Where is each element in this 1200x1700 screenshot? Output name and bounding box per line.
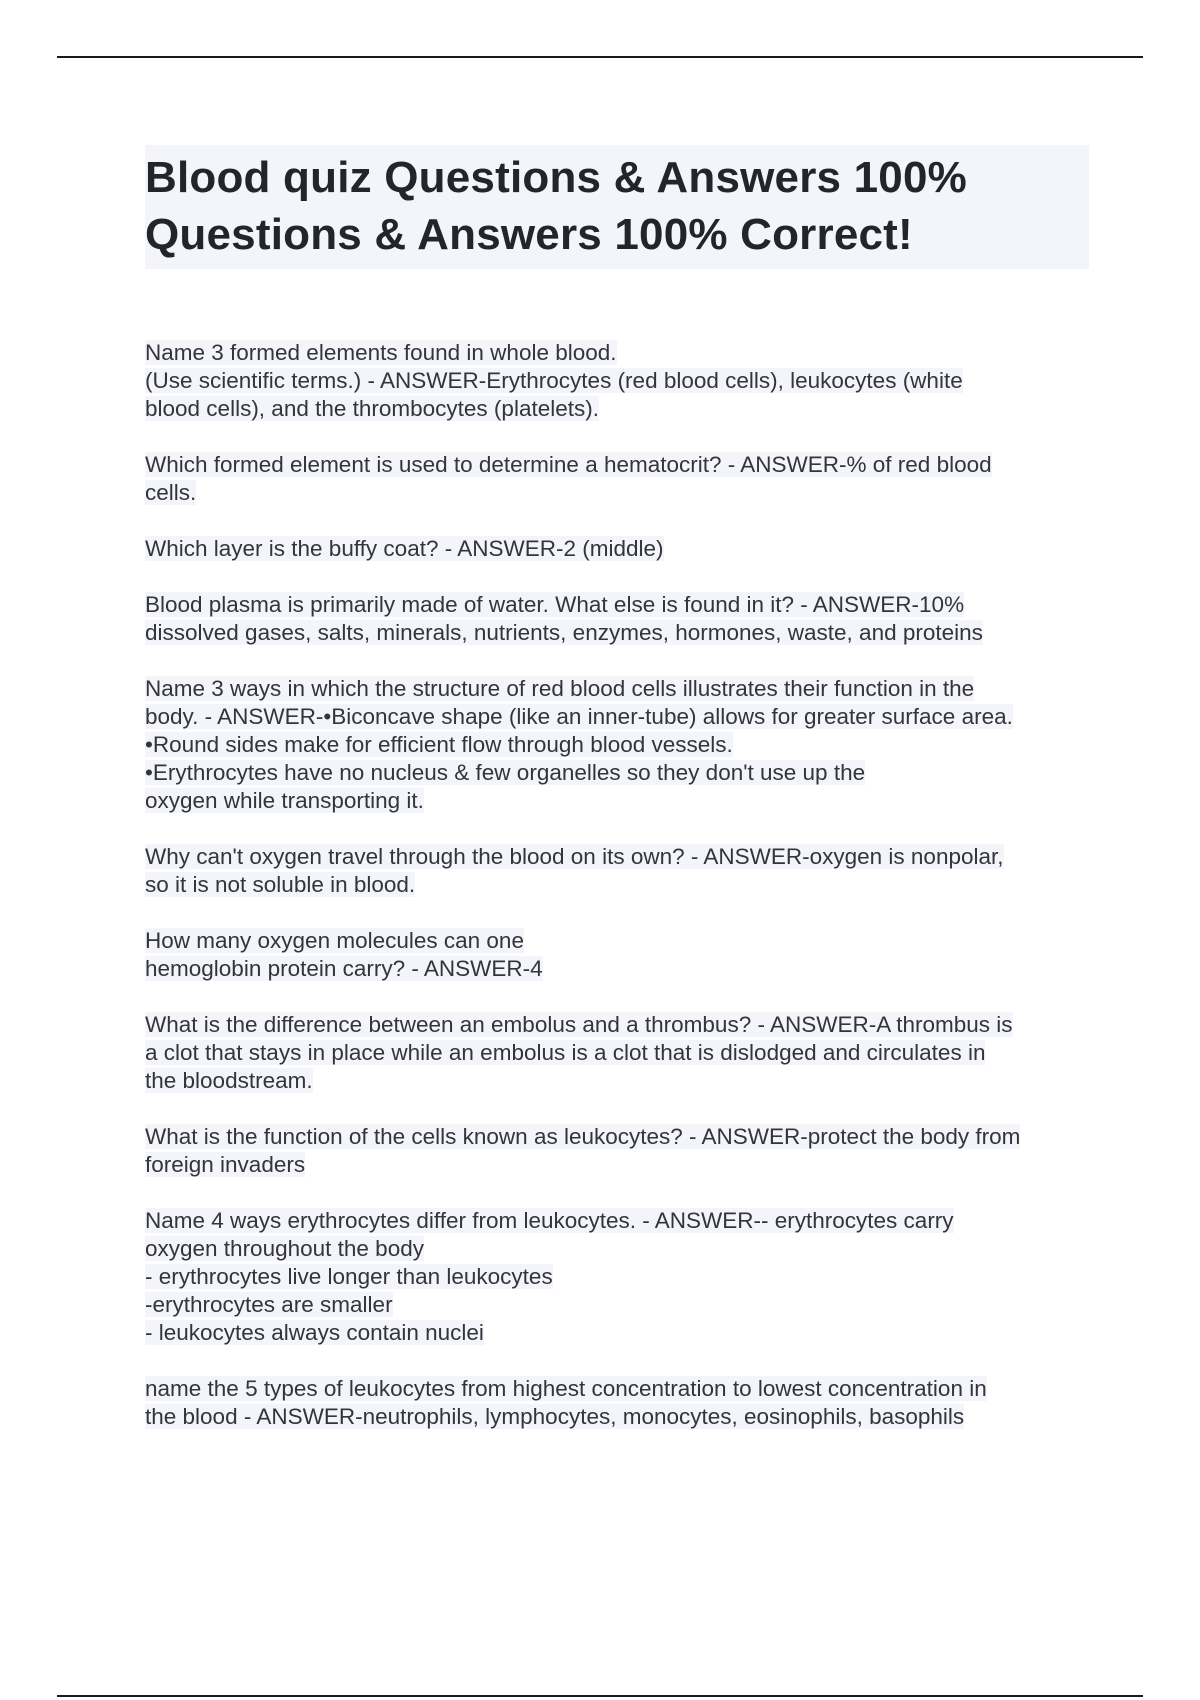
title-line-2: Questions & Answers 100% Correct! <box>145 210 913 259</box>
qa-line: Name 4 ways erythrocytes differ from leukocytes. - ANSWER-- erythrocytes carry <box>145 1208 954 1233</box>
qa-line: Why can't oxygen travel through the blood on its own? - ANSWER-oxygen is nonpolar, <box>145 844 1004 869</box>
qa-item <box>145 675 1090 815</box>
qa-item <box>145 339 1090 423</box>
qa-line: cells. <box>145 480 197 505</box>
qa-item <box>145 451 1090 507</box>
qa-item <box>145 1011 1090 1095</box>
qa-line: the bloodstream. <box>145 1068 313 1093</box>
qa-line: the blood - ANSWER-neutrophils, lymphocytes, monocytes, eosinophils, basophils <box>145 1404 965 1429</box>
qa-line: dissolved gases, salts, minerals, nutrients, enzymes, hormones, waste, and proteins <box>145 620 983 645</box>
title-line-1: Blood quiz Questions & Answers 100% <box>145 153 967 202</box>
qa-line: oxygen while transporting it. <box>145 788 424 813</box>
qa-line: body. - ANSWER-•Biconcave shape (like an inner-tube) allows for greater surface area. <box>145 704 1013 729</box>
qa-line: so it is not soluble in blood. <box>145 872 416 897</box>
qa-line: Name 3 formed elements found in whole blood. <box>145 340 617 365</box>
qa-line: foreign invaders <box>145 1152 306 1177</box>
qa-line: •Round sides make for efficient flow through blood vessels. <box>145 732 733 757</box>
qa-item <box>145 843 1090 899</box>
qa-item <box>145 1375 1090 1431</box>
qa-item <box>145 1207 1090 1347</box>
qa-line: hemoglobin protein carry? - ANSWER-4 <box>145 956 543 981</box>
qa-line: a clot that stays in place while an embolus is a clot that is dislodged and circulates in <box>145 1040 986 1065</box>
qa-item <box>145 535 1090 563</box>
qa-line: What is the difference between an embolus and a thrombus? - ANSWER-A thrombus is <box>145 1012 1013 1037</box>
page-title <box>145 149 1089 263</box>
qa-list <box>145 339 1090 1459</box>
qa-line: - leukocytes always contain nuclei <box>145 1320 484 1345</box>
qa-line: -erythrocytes are smaller <box>145 1292 393 1317</box>
qa-line: blood cells), and the thrombocytes (platelets). <box>145 396 599 421</box>
qa-line: How many oxygen molecules can one <box>145 928 524 953</box>
qa-line: •Erythrocytes have no nucleus & few organelles so they don't use up the <box>145 760 866 785</box>
qa-line: Name 3 ways in which the structure of red blood cells illustrates their function in the <box>145 676 975 701</box>
qa-line: oxygen throughout the body <box>145 1236 424 1261</box>
qa-line: name the 5 types of leukocytes from highest concentration to lowest concentration in <box>145 1376 987 1401</box>
qa-line: Blood plasma is primarily made of water. What else is found in it? - ANSWER-10% <box>145 592 965 617</box>
bottom-rule <box>57 1695 1143 1697</box>
qa-line: What is the function of the cells known as leukocytes? - ANSWER-protect the body from <box>145 1124 1021 1149</box>
qa-line: (Use scientific terms.) - ANSWER-Erythrocytes (red blood cells), leukocytes (white <box>145 368 963 393</box>
qa-line: - erythrocytes live longer than leukocytes <box>145 1264 553 1289</box>
qa-item <box>145 1123 1090 1179</box>
qa-line: Which formed element is used to determine a hematocrit? - ANSWER-% of red blood <box>145 452 992 477</box>
top-rule <box>57 56 1143 58</box>
qa-item <box>145 927 1090 983</box>
title-block <box>145 145 1089 269</box>
qa-line: Which layer is the buffy coat? - ANSWER-2 (middle) <box>145 536 664 561</box>
qa-item <box>145 591 1090 647</box>
